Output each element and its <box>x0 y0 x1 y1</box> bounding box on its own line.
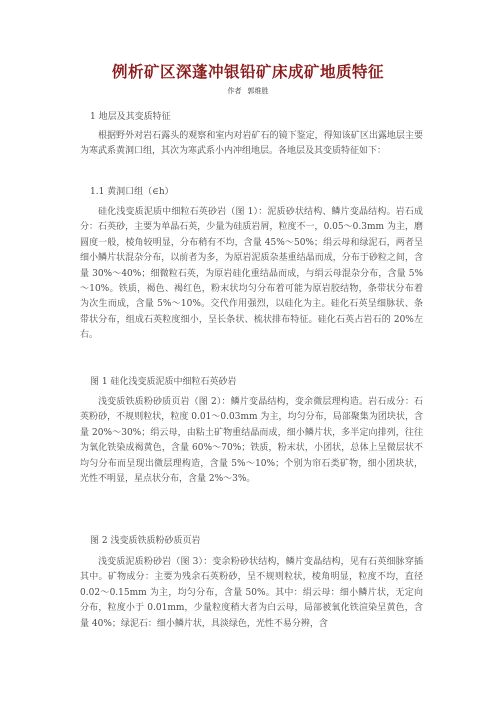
figure-2-caption: 图 2 浅变质铁质粉砂质页岩 <box>90 536 201 546</box>
section-1-heading: 1 地层及其变质特征 <box>90 112 171 122</box>
author-name: 郭维胜 <box>247 87 269 95</box>
subsection-1-1-heading: 1.1 黄洞口组（∈h） <box>90 187 174 197</box>
figure-3-paragraph: 浅变质泥质粉砂岩（图 3）：变余粉砂状结构，鳞片变晶结构，见有石英细脉穿插其中。矿物成分：主要为残余石英粉砂，呈不规则粒状，棱角明显，粒度不均，直径 0.02～0.15mm 为主，均匀分布，含量 50%。其中：绢云母：细小鳞片状，无定向分布，粒度小于 0.01mm，少量粒度稍大者为白云母，局部被氧化铁渲染呈黄色，含量 40%；绿泥石：细小鳞片状，具淡绿色，光性不易分辨，含 <box>80 557 423 629</box>
figure-2-paragraph: 浅变质铁质粉砂质页岩（图 2）：鳞片变晶结构，变余微层理构造。岩石成分：石英粉砂，不规则粒状，粒度 0.01～0.03mm 为主，均匀分布，局部聚集为团块状，含量 20%～30%；绢云母，由粘土矿物重结晶而成，细小鳞片状，多半定向排列，往往为氧化铁染成褐黄色，含量 60%～70%；铁质，粉末状，小团状，总体上呈微层状不均匀分布而呈现出微层理构造，含量 5%～10%；个别为帘石类矿物，细小团块状，光性不明显，星点状分布，含量 2%～3%。 <box>80 397 423 485</box>
author-label: 作者 <box>227 87 242 95</box>
figure-3-paragraph-block <box>80 555 423 632</box>
subsection-1-1-paragraph: 硅化浅变质泥质中细粒石英砂岩（图 1）：泥质砂状结构、鳞片变晶结构。岩石成分：石英砂，主要为单晶石英，少量为硅质岩屑，粒度不一，0.05～0.3mm 为主，磨圆度一般，棱角较明显，分布稍有不均，含量 45%～50%；绢云母和绿泥石，两者呈细小鳞片状混杂分布，以前者为多，为原岩泥质杂基重结晶而成，分布于砂粒之间，含量 30%～40%；细微粒石英，为原岩硅化重结晶而成，与绢云母混杂分布，含量 5%～10%。铁质，褐色、褐红色，粉末状均匀分布着可能为原岩胶结物，条带状分布着为次生而成，含量 5%～10%。交代作用强烈，以硅化为主。硅化石英呈细脉状、条带状分布，组成石英粒度细小，呈长条状、梳状排布特征。硅化石英占岩石的 20%左右。 <box>80 207 423 341</box>
figure-1-caption-block <box>80 375 423 390</box>
figure-2-caption-block <box>80 534 423 549</box>
subsection-1-1-heading-block <box>80 185 423 200</box>
document-title: 例析矿区深蓬冲银铅矿床成矿地质特征 <box>111 63 384 81</box>
intro-paragraph-block <box>80 129 423 160</box>
figure-1-caption: 图 1 硅化浅变质泥质中细粒石英砂岩 <box>90 377 237 387</box>
author-line <box>0 86 496 96</box>
figure-2-paragraph-block <box>80 395 423 487</box>
subsection-1-1-paragraph-block <box>80 205 423 344</box>
intro-paragraph: 根据野外对岩石露头的观察和室内对岩矿石的镜下鉴定，得知该矿区出露地层主要为寒武系黄洞口组，其次为寒武系小内冲组地层。各地层及其变质特征如下： <box>80 131 423 157</box>
